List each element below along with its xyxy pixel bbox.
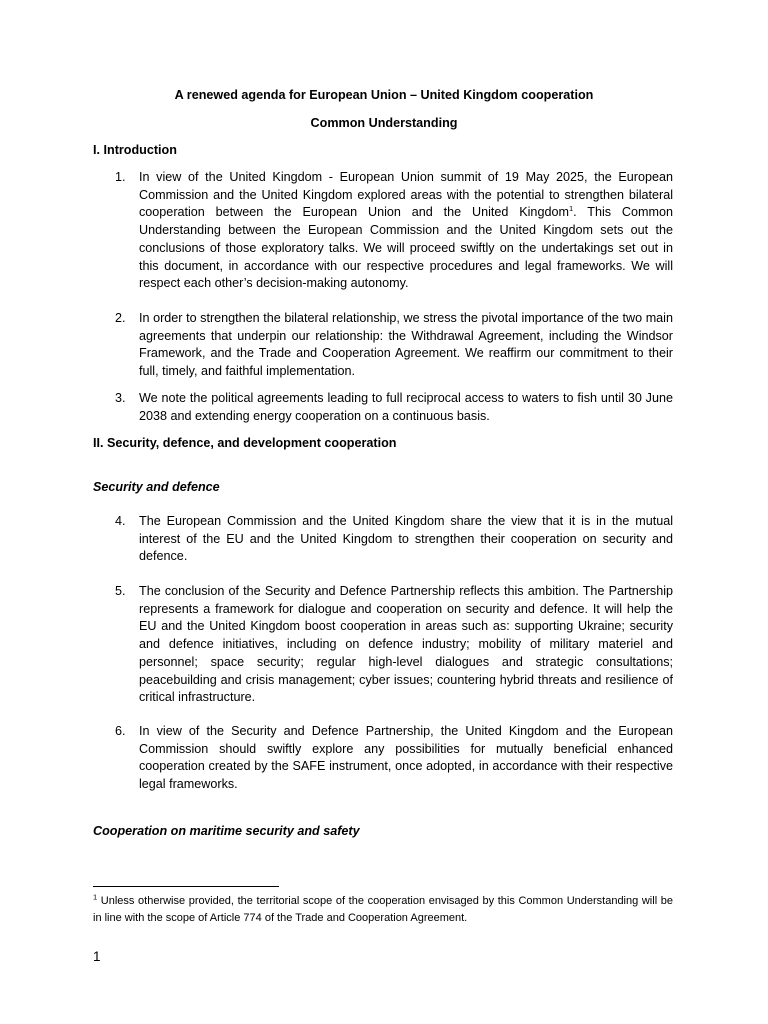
paragraph-text: We note the political agreements leading to full reciprocal access to waters to fish until 30 June 2038 and extending energy cooperation on a continuous basis.	[139, 391, 673, 423]
paragraph-text-part: . This Common Understanding between the European Commission and the United Kingdom sets out the conclusions of those exploratory talks. We will proceed swiftly on the undertakings set out in this document, in accordance with our respective procedures and legal frameworks. We will respect each other’s decision-making autonomy.	[139, 205, 673, 291]
paragraph-5	[93, 583, 673, 707]
paragraph-text-part: In view of the United Kingdom - European Union summit of 19 May 2025, the European Commission and the United Kingdom explored areas with the potential to strengthen bilateral cooperation between the European Union and the United Kingdom	[139, 170, 673, 220]
document-subtitle: Common Understanding	[310, 116, 458, 130]
paragraph-6	[93, 723, 673, 794]
footnote	[93, 893, 673, 927]
paragraph-1	[93, 169, 673, 293]
subheading-maritime: Cooperation on maritime security and safety	[93, 824, 360, 838]
footnote-reference[interactable]: 1	[568, 204, 574, 214]
footnote-mark: 1	[93, 892, 98, 902]
paragraph-number: 3.	[115, 391, 126, 405]
section-heading-security: II. Security, defence, and development cooperation	[93, 436, 397, 450]
paragraph-text: The European Commission and the United Kingdom share the view that it is in the mutual interest of the EU and the United Kingdom to strengthen their cooperation on security and defence.	[139, 514, 673, 564]
section-heading-introduction: I. Introduction	[93, 143, 177, 157]
paragraph-2	[93, 310, 673, 381]
paragraph-number: 2.	[115, 311, 126, 325]
document-title: A renewed agenda for European Union – United Kingdom cooperation	[174, 88, 594, 102]
paragraph-text: The conclusion of the Security and Defence Partnership reflects this ambition. The Partnership represents a framework for dialogue and cooperation on security and defence. It will help the EU and the United Kingdom boost cooperation in areas such as: supporting Ukraine; security and defence initiatives, including on defence industry; mobility of military materiel and personnel; space security; regular high-level dialogues and strategic consultations; peacebuilding and crisis management; cyber issues; countering hybrid threats and resilience of critical infrastructure.	[139, 584, 673, 705]
footnote-text: Unless otherwise provided, the territorial scope of the cooperation envisaged by this Common Understanding will be in line with the scope of Article 774 of the Trade and Cooperation Agreement.	[93, 895, 673, 924]
paragraph-4	[93, 513, 673, 566]
footnote-separator	[93, 886, 279, 887]
paragraph-3	[93, 390, 673, 425]
paragraph-text	[139, 169, 673, 293]
paragraph-number: 4.	[115, 514, 126, 528]
subheading-security-defence: Security and defence	[93, 480, 220, 494]
paragraph-text: In view of the Security and Defence Partnership, the United Kingdom and the European Commission should swiftly explore any possibilities for mutually beneficial enhanced cooperation created by the SAFE instrument, once adopted, in accordance with their respective legal frameworks.	[139, 724, 673, 792]
page-number: 1	[93, 949, 101, 964]
paragraph-text: In order to strengthen the bilateral relationship, we stress the pivotal importance of the two main agreements that underpin our relationship: the Withdrawal Agreement, including the Windsor Framework, and the Trade and Cooperation Agreement. We reaffirm our commitment to their full, timely, and faithful implementation.	[139, 311, 673, 379]
paragraph-number: 6.	[115, 724, 126, 738]
paragraph-number: 5.	[115, 584, 126, 598]
paragraph-number: 1.	[115, 170, 126, 184]
